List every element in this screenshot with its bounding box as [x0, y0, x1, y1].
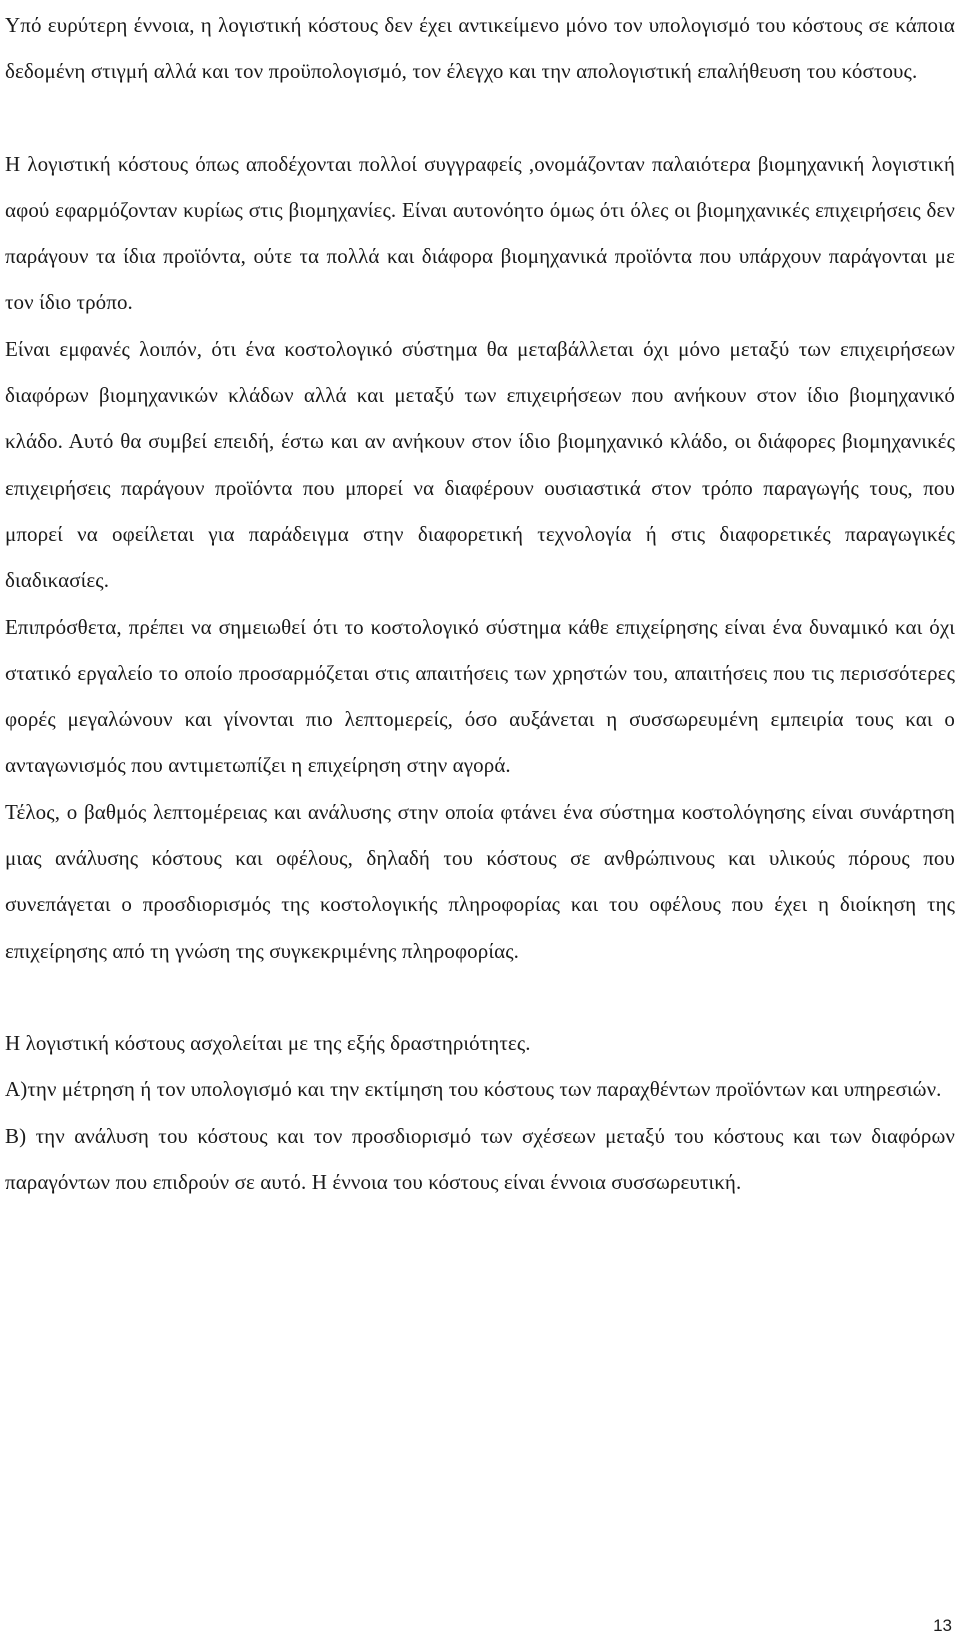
paragraph-cost-accounting-scope: Υπό ευρύτερη έννοια, η λογιστική κόστους δεν έχει αντικείμενο μόνο τον υπολογισμό του κόστους σε κάποια δεδομένη στιγμή αλλά και τον προϋπολογισμό, τον έλεγχο και την απολογιστική επαλήθευση του κόστους. — [5, 13, 955, 84]
paragraph-activity-b: Β) την ανάλυση του κόστους και τον προσδιορισμό των σχέσεων μεταξύ του κόστους και των διαφόρων παραγόντων που επιδρούν σε αυτό. Η έννοια του κόστους είναι έννοια συσσωρευτική. — [5, 1123, 955, 1194]
paragraph-spacer — [5, 95, 955, 141]
paragraph-spacer — [5, 974, 955, 1020]
paragraph-cost-benefit: Τέλος, ο βαθμός λεπτομέρειας και ανάλυσης στην οποία φτάνει ένα σύστημα κοστολόγησης είναι συνάρτηση μιας ανάλυσης κόστους και οφέλους, δηλαδή του κόστους σε ανθρώπινους και υλικούς πόρους που συνεπάγεται ο προσδιορισμός της κοστολογικής πληροφορίας και του οφέλους που έχει η διοίκηση της επιχείρησης από τη γνώση της συγκεκριμένης πληροφορίας. — [5, 799, 955, 963]
document-body — [5, 2, 955, 1205]
paragraph-activities-intro: Η λογιστική κόστους ασχολείται με της εξής δραστηριότητες. — [5, 1030, 531, 1055]
paragraph-dynamic-tool: Επιπρόσθετα, πρέπει να σημειωθεί ότι το κοστολογικό σύστημα κάθε επιχείρησης είναι ένα δυναμικό και όχι στατικό εργαλείο το οποίο προσαρμόζεται στις απαιτήσεις των χρηστών του, απαιτήσεις που τις περισσότερες φορές μεγαλώνουν και γίνονται πιο λεπτομερείς, όσο αυξάνεται η συσσωρευμένη εμπειρία τους και ο ανταγωνισμός που αντιμετωπίζει η επιχείρηση στην αγορά. — [5, 614, 955, 778]
paragraph-cost-system-variation: Είναι εμφανές λοιπόν, ότι ένα κοστολογικό σύστημα θα μεταβάλλεται όχι μόνο μεταξύ των επιχειρήσεων διαφόρων βιομηχανικών κλάδων αλλά και μεταξύ των επιχειρήσεων που ανήκουν στον ίδιο βιομηχανικό κλάδο. Αυτό θα συμβεί επειδή, έστω και αν ανήκουν στον ίδιο βιομηχανικό κλάδο, οι διάφορες βιομηχανικές επιχειρήσεις παράγουν προϊόντα που μπορεί να διαφέρουν ουσιαστικά στον τρόπο παραγωγής τους, που μπορεί να οφείλεται για παράδειγμα στην διαφορετική τεχνολογία ή στις διαφορετικές παραγωγικές διαδικασίες. — [5, 336, 955, 593]
paragraph-activity-a: Α)την μέτρηση ή τον υπολογισμό και την εκτίμηση του κόστους των παραχθέντων προϊόντων και υπηρεσιών. — [5, 1077, 942, 1102]
paragraph-industrial-accounting: Η λογιστική κόστους όπως αποδέχονται πολλοί συγγραφείς ,ονομάζονταν παλαιότερα βιομηχανική λογιστική αφού εφαρμόζονταν κυρίως στις βιομηχανίες. Είναι αυτονόητο όμως ότι όλες οι βιομηχανικές επιχειρήσεις δεν παράγουν τα ίδια προϊόντα, ούτε τα πολλά και διάφορα βιομηχανικά προϊόντα που υπάρχουν παράγονται με τον ίδιο τρόπο. — [5, 151, 955, 315]
page-number: 13 — [933, 1616, 952, 1635]
